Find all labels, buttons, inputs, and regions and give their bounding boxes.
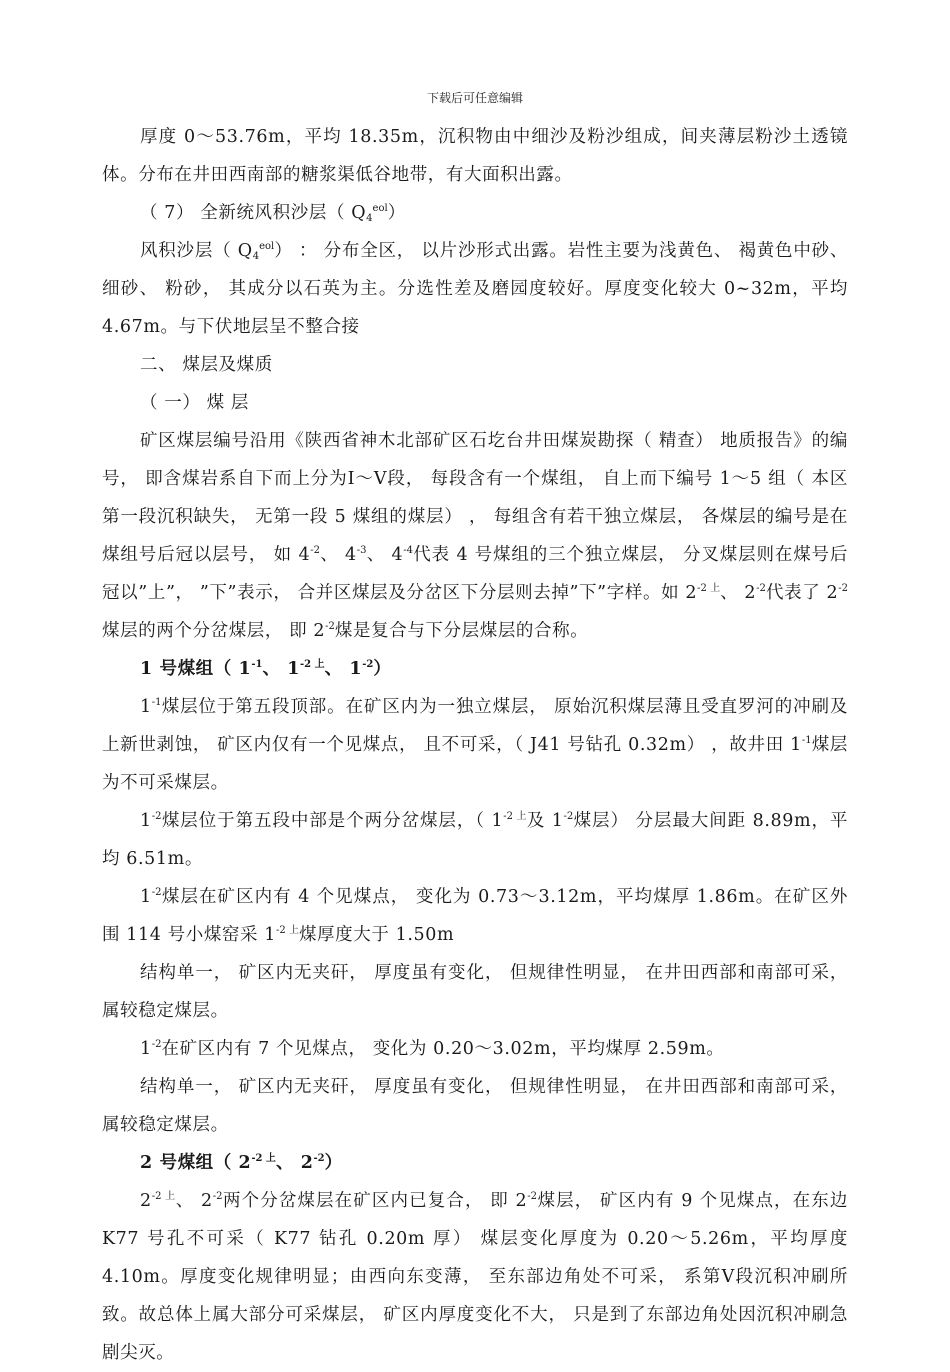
superscript: -1 bbox=[251, 659, 263, 670]
text-run: （ 一） 煤 层 bbox=[140, 393, 249, 413]
superscript: -2 bbox=[313, 1153, 325, 1164]
text-run: 、 2 bbox=[720, 583, 757, 603]
text-run: 2 号煤组（ 2 bbox=[140, 1153, 252, 1173]
text-run: 、 4 bbox=[319, 545, 357, 565]
superscript: -2 bbox=[527, 1191, 538, 1202]
text-run: ） bbox=[387, 203, 406, 223]
text-run: 煤层在矿区内有 4 个见煤点， 变化为 0.73～3.12m，平均煤厚 1.86m。在矿区外围 114 号小煤窑采 1 bbox=[102, 887, 848, 945]
text-run: 二、 煤层及煤质 bbox=[140, 355, 273, 375]
text-run: 两个分岔煤层在矿区内已复合， 即 2 bbox=[222, 1191, 528, 1211]
paragraph bbox=[102, 1068, 848, 1144]
text-run: 煤厚度大于 1.50m bbox=[298, 925, 455, 945]
text-run: 1 bbox=[140, 811, 152, 831]
superscript: eol bbox=[372, 203, 388, 214]
text-run: 、 2 bbox=[275, 1153, 314, 1173]
superscript: -2 bbox=[151, 811, 162, 822]
text-run: 结构单一， 矿区内无夹矸， 厚度虽有变化， 但规律性明显， 在井田西部和南部可采， 属较稳定煤层。 bbox=[102, 963, 848, 1021]
document-body bbox=[102, 118, 848, 1372]
text-run: 代表了 2 bbox=[765, 583, 839, 603]
text-run: 、 1 bbox=[324, 659, 363, 679]
paragraph bbox=[102, 1030, 848, 1068]
superscript: -2 bbox=[362, 659, 374, 670]
superscript: -2 bbox=[151, 1039, 162, 1050]
text-run: 及 1 bbox=[526, 811, 564, 831]
superscript: -2 上 bbox=[503, 811, 527, 822]
paragraph bbox=[102, 346, 848, 384]
paragraph bbox=[102, 422, 848, 650]
paragraph bbox=[102, 954, 848, 1030]
text-run: 矿区煤层编号沿用《陕西省神木北部矿区石圪台井田煤炭勘探（ 精查） 地质报告》的编号， 即含煤岩系自下而上分为Ⅰ～Ⅴ段， 每段含有一个煤组， 自上而下编号 1～5 组（ 本区第一段沉积缺失， 无第一段 5 煤组的煤层） ， 每组含有若干独立煤层， 各煤层的编号是在煤组号后冠以层号， 如 4 bbox=[102, 431, 848, 565]
superscript: -2 bbox=[151, 887, 162, 898]
page-header: 下载后可任意编辑 bbox=[426, 91, 523, 105]
text-run: 1 号煤组（ 1 bbox=[140, 659, 252, 679]
superscript: -2 bbox=[756, 583, 766, 594]
text-run: 煤是复合与下分层煤层的合称。 bbox=[334, 621, 589, 641]
text-run: 2 bbox=[140, 1191, 152, 1211]
text-run: 风积沙层（ Q bbox=[140, 241, 253, 261]
section-heading bbox=[102, 1144, 848, 1182]
superscript: -1 bbox=[801, 735, 812, 746]
paragraph bbox=[102, 384, 848, 422]
subscript: 4 bbox=[252, 251, 260, 262]
text-run: 煤层） 分层最大间距 8.89m，平均 6.51m。 bbox=[102, 811, 849, 869]
text-run: 煤层为不可采煤层。 bbox=[102, 735, 848, 793]
paragraph bbox=[102, 232, 848, 346]
text-run: 1 bbox=[140, 697, 152, 717]
superscript: -2 bbox=[325, 621, 335, 632]
text-run: （ 7） 全新统风积沙层（ Q bbox=[140, 203, 367, 223]
text-run: 煤层， 矿区内有 9 个见煤点，在东边 K77 号孔不可采（ K77 钻孔 0.20m 厚） 煤层变化厚度为 0.20～5.26m，平均厚度 4.10m。厚度变化规律明显；由西向东变薄， 至东部边角处不可采， 系第Ⅴ段沉积冲刷所致。故总体上属大部分可采煤层， 矿区内厚度变化不大， 只是到了东部边角处因沉积冲刷急剧尖灭。 bbox=[102, 1191, 848, 1363]
superscript: -2 上 bbox=[697, 583, 721, 594]
text-run: 在矿区内有 7 个见煤点， 变化为 0.20～3.02m，平均煤厚 2.59m。 bbox=[161, 1039, 725, 1059]
section-heading bbox=[102, 650, 848, 688]
paragraph bbox=[102, 688, 848, 802]
superscript: -2 上 bbox=[251, 1153, 276, 1164]
text-run: 煤层位于第五段中部是个两分岔煤层，（ 1 bbox=[161, 811, 504, 831]
superscript: -2 上 bbox=[300, 659, 325, 670]
paragraph bbox=[102, 878, 848, 954]
superscript: -2 上 bbox=[151, 1191, 176, 1202]
superscript: -2 上 bbox=[276, 925, 299, 936]
text-run: 厚度 0～53.76m，平均 18.35m，沉积物由中细沙及粉沙组成，间夹薄层粉沙土透镜体。分布在井田西南部的糖浆渠低谷地带，有大面积出露。 bbox=[102, 127, 848, 185]
text-run: 煤层的两个分岔煤层， 即 2 bbox=[102, 621, 326, 641]
text-run: 、 1 bbox=[262, 659, 301, 679]
superscript: -3 bbox=[356, 545, 367, 556]
superscript: -2 bbox=[310, 545, 320, 556]
text-run: 1 bbox=[140, 1039, 152, 1059]
text-run: 1 bbox=[140, 887, 152, 907]
paragraph bbox=[102, 118, 848, 194]
superscript: -2 bbox=[838, 583, 848, 594]
text-run: ） ： 分布全区， 以片沙形式出露。岩性主要为浅黄色、 褐黄色中砂、 细砂、 粉砂， 其成分以石英为主。分选性差及磨园度较好。厚度变化较大 0~32m，平均 4.67m。与下伏地层呈不整合接 bbox=[102, 241, 849, 337]
superscript: -4 bbox=[403, 545, 414, 556]
superscript: -1 bbox=[151, 697, 162, 708]
text-run: 代表 4 号煤组的三个独立煤层， 分叉煤层则在煤号后冠以”上”， ”下”表示， 合并区煤层及分岔区下分层则去掉”下”字样。如 2 bbox=[102, 545, 849, 603]
subscript: 4 bbox=[366, 213, 373, 224]
text-run: ） bbox=[373, 659, 392, 679]
text-run: ） bbox=[324, 1153, 343, 1173]
text-run: 结构单一， 矿区内无夹矸， 厚度虽有变化， 但规律性明显， 在井田西部和南部可采， 属较稳定煤层。 bbox=[102, 1077, 848, 1135]
superscript: -2 bbox=[212, 1191, 223, 1202]
paragraph bbox=[102, 802, 848, 878]
text-run: 煤层位于第五段顶部。在矿区内为一独立煤层， 原始沉积煤层薄且受直罗河的冲刷及上新世剥蚀， 矿区内仅有一个见煤点， 且不可采，（ J41 号钻孔 0.32m） ，故井田 1 bbox=[102, 697, 848, 755]
superscript: -2 bbox=[563, 811, 574, 822]
paragraph bbox=[102, 194, 848, 232]
text-run: 、 2 bbox=[175, 1191, 213, 1211]
superscript: eol bbox=[259, 241, 275, 252]
text-run: 、 4 bbox=[366, 545, 404, 565]
